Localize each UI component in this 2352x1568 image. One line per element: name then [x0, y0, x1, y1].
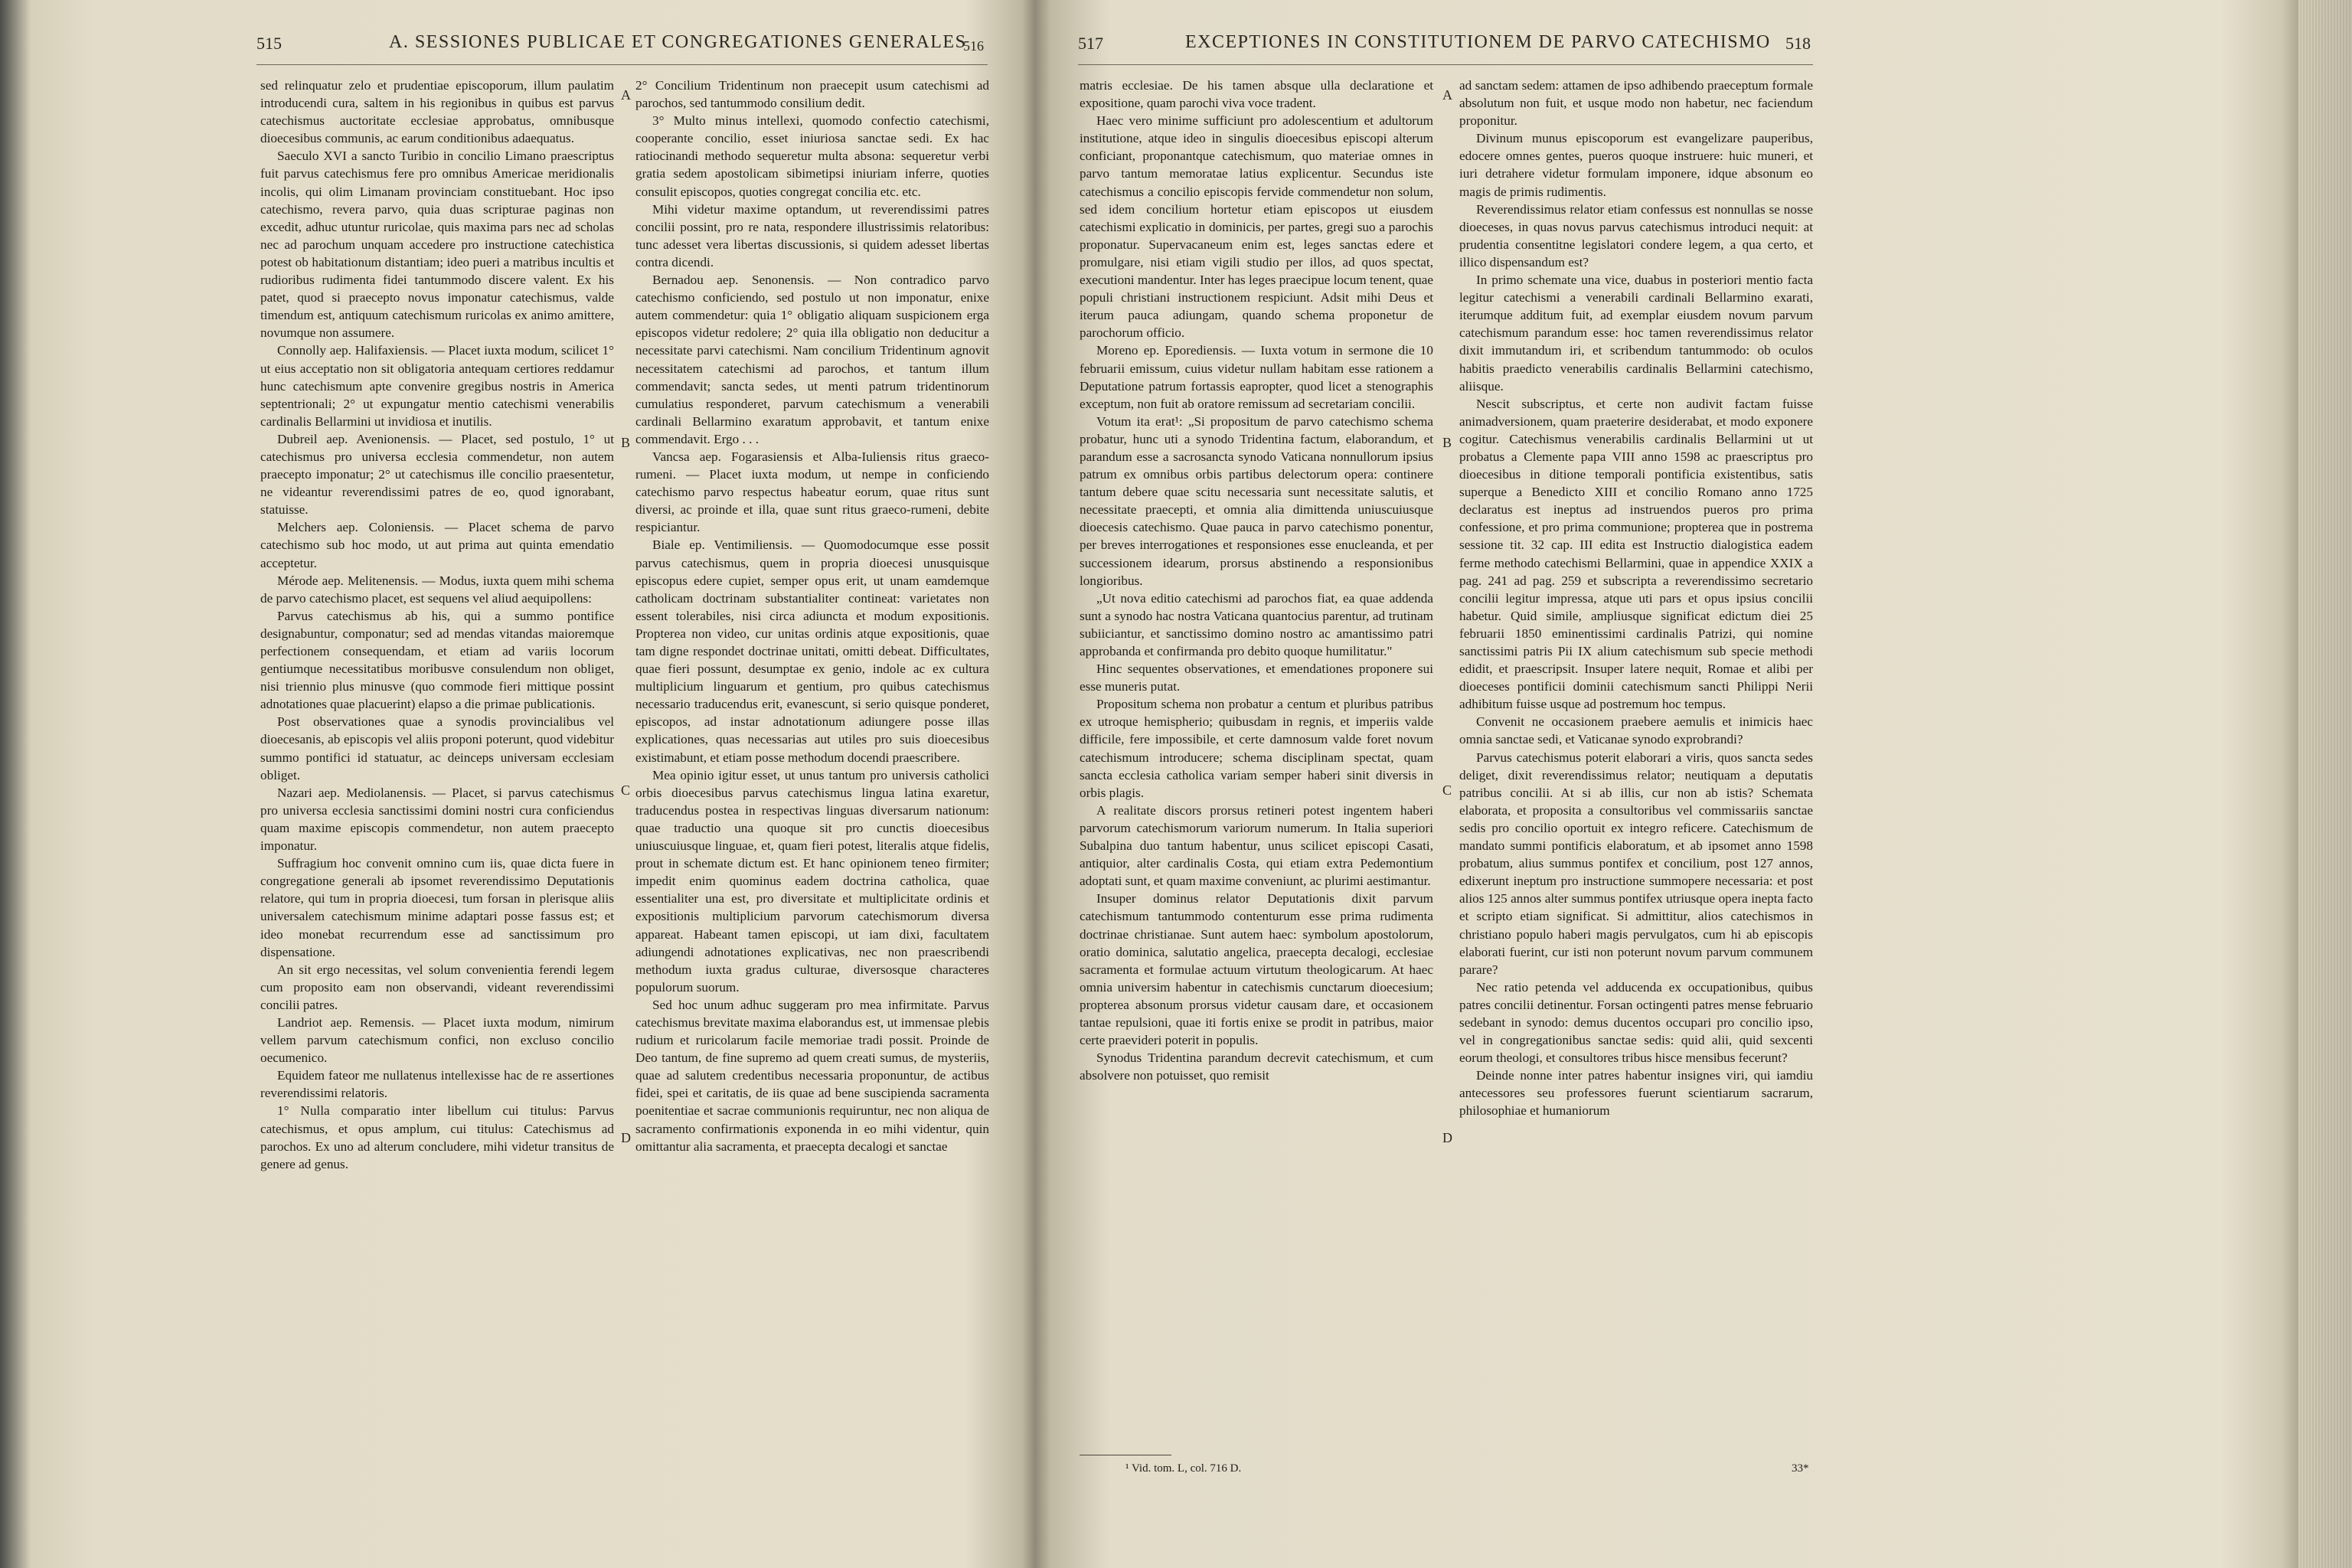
right-page-number: 517 [1078, 34, 1103, 53]
left-margin-letter-d: D [621, 1130, 631, 1145]
paragraph: Saeculo XVI a sancto Turibio in concilio Limano praescriptus fuit parvus catechismus fere pro omnibus Americae meridionalis incolis, qui olim Limanam provinciam constituebant. Hoc ipso catechismo, revera parvo, quia duas scripturae paginas non excedit, adhuc utuntur ruricolae, quis maxima pars nec ad scholas nec ad parochum unquam accedere pro instructione catechistica potest ob habitationum distantiam; ideo pueri a matribus incultis et rudioribus rudimenta fidei tantummodo discere valent. Ex his patet, quod si praecepto novus imponatur catechismus, valde timendum est, antiquum catechismum ruricolas ex animo amittere, novumque non assumere. [260, 149, 614, 341]
paragraph: Haec vero minime sufficiunt pro adolescentium et adultorum institutione, atque ideo in singulis dioecesibus episcopi alterum conficiant, proponantque catechismum, quo materiae omnes in parvo tantum memoratae latius explicentur. Secundus iste catechismus a concilio episcopis fervide commendetur non solum, sed idem concilium hortetur etiam episcopos ut eiusdem catechismi explicatio in dominicis, per partes, gregi suo a parochis proponatur. Supervacaneum enim est, leges sanctas edere et promulgare, nisi etiam vigili studio per illos, ad quos spectat, executioni mandentur. Inter has leges praecipue locum tenent, quae populi christiani instructionem respiciunt. Adsit mihi Deus et iterum pauca adiungam, quando schema proponetur de parochorum officio. [1080, 113, 1433, 341]
paragraph: Divinum munus episcoporum est evangelizare pauperibus, edocere omnes gentes, pueros quoque instruere: huic muneri, et iuri detrahere videtur formulam imponere, idque absonum eo magis de primis rudimentis. [1459, 131, 1813, 199]
paragraph: Moreno ep. Eporediensis. — Iuxta votum in sermone die 10 februarii emissum, cuius videtur nullam habitam esse rationem a Deputatione patrum fortassis eapropter, quod licet a stenographis exceptum, non fuit ab oratore remissum ad secretariam concilii. [1080, 343, 1433, 411]
right-margin-letter-a: A [1442, 87, 1452, 103]
paragraph: Sed hoc unum adhuc suggeram pro mea infirmitate. Parvus catechismus brevitate maxima elaborandus est, ut immensae plebis rudium et ruricolarum facile memoriae tradi possit. Proinde de Deo tantum, de fine supremo ad quem creati sumus, de mysteriis, quae ad salutem credentibus necessaria proponuntur, de actibus fidei, spei et caritatis, de iis quae ad bene suscipienda sacramenta poenitentiae et sacrae communionis requiruntur, nec non aliqua de sacramento confirmationis exponenda in eo mihi videntur, quin omittantur alia sacramenta, et praecepta decalogi et sanctae [635, 997, 989, 1154]
paragraph: Landriot aep. Remensis. — Placet iuxta modum, nimirum vellem parvum catechismum confici, non excluso concilio oecumenico. [260, 1014, 614, 1066]
paragraph: matris ecclesiae. De his tamen absque ulla declaratione et expositione, quam parochi viva voce tradent. [1080, 78, 1433, 111]
paragraph: A realitate discors prorsus retineri potest ingentem haberi parvorum catechismorum variorum numerum. In Italia superiori Subalpina duo tantum habentur, unus scilicet episcopi Casati, antiquior, alter cardinalis Costa, qui etiam extra Pedemontium adoptati sunt, et quam maxime conveniunt, ac plurimi aestimantur. [1080, 802, 1433, 889]
paragraph: Votum ita erat¹: „Si propositum de parvo catechismo schema probatur, hunc uti a synodo Tridentina factum, elaborandum, et parandum esse a sacrosancta synodo Vaticana nonnullorum ipsius patrum ex omnibus orbis partibus delectorum opera: continere tantum debere quae scitu necessaria sunt necessitate salutis, et necessitate praecepti, et omnia alia dimittenda uniuscuiusque dioecesis catechismo. Quae pauca in parvo catechismo ponentur, per breves interrogationes et responsiones esse enucleanda, et per successionem idearum, prorsus abstinendo a responsionibus longioribus. [1080, 413, 1433, 588]
right-margin-letter-c: C [1442, 782, 1452, 798]
left-column-1 [260, 77, 614, 1173]
paragraph: Synodus Tridentina parandum decrevit catechismum, et cum absolvere non potuisset, quo remisit [1080, 1050, 1433, 1083]
paragraph: Vancsa aep. Fogarasiensis et Alba-Iuliensis ritus graeco-rumeni. — Placet iuxta modum, ut nempe in conficiendo catechismo parvo respectus habeatur eorum, quae ritus sunt diversi, ac proinde et illa, quae sunt ritus graeco-rumeni, debite respiciantur. [635, 449, 989, 535]
paragraph: Mea opinio igitur esset, ut unus tantum pro universis catholici orbis dioecesibus parvus catechismus lingua latina exaretur, traducendus postea in respectivas linguas diversarum nationum: quae traductio una quoque sit pro cunctis dioecesibus uniuscuiusque linguae, et, quam fieri potest, literalis atque fidelis, prout in schemate dictum est. Et hanc opinionem teneo firmiter; impedit enim quominus eadem doctrina catholica, quae essentialiter una est, pro diversitate et multiplicitate ordinis et expositionis multiplicium parvorum catechismorum diversa appareat. Habeant tamen episcopi, ut iam dixi, facultatem adiungendi adnotationes explicativas, nec non praescribendi methodum iuxta gradus culturae, diversosque characteres populorum suorum. [635, 767, 989, 995]
left-page-number: 515 [256, 34, 282, 53]
paragraph: 3° Multo minus intellexi, quomodo confectio catechismi, cooperante concilio, esset iniuriosa sanctae sedi. Ex hac ratiocinandi methodo sequeretur multa absona: sequeretur verbi gratia sedem apostolicam sibimetipsi iniuriam inferre, quoties consulit episcopos, quoties congregat concilia etc. etc. [635, 113, 989, 199]
paragraph: Post observationes quae a synodis provincialibus vel dioecesanis, ab episcopis vel aliis proponi poterunt, quod videbitur summo pontifici id statuatur, ac deinceps universam ecclesiam obliget. [260, 714, 614, 782]
left-header-rule [256, 64, 988, 65]
left-page-number-bleed: 516 [963, 38, 984, 54]
right-page-number-outer: 518 [1785, 34, 1811, 53]
paragraph: 2° Concilium Tridentinum non praecepit usum catechismi ad parochos, sed tantummodo consilium dedit. [635, 78, 989, 111]
right-header-rule [1078, 64, 1813, 65]
paragraph: Nescit subscriptus, et certe non audivit factam fuisse animadversionem, quam praeterire desiderabat, et modo exponere cogitur. Catechismus venerabilis cardinalis Bellarmini ut ut probatus a Clemente papa VIII anno 1598 ac praescriptus pro dioecesibus in ditione temporali pontificia existentibus, satis superque a Benedicto XIII et concilio Romano anno 1725 declaratus est ineptus ad instruendos pueros pro prima confessione, et pro prima communione; propterea que in postrema sessione tit. 32 cap. III edita est Instructio dialogistica eadem ferme methodo catechismi Bellarmini, quae in appendice XXIX a pag. 241 ad pag. 259 et subscripta a reverendissimo secretario concilii legitur impressa, atque uti pars et opus ipsius concilii habetur. Quid simile, ampliusque significat edictum diei 25 februarii 1850 eminentissimi cardinalis Patrizi, qui nomine sanctissimi patris Pii IX alium catechismum sub specie methodi edidit, et praescripsit. Insuper latere nequit, Romae et alibi per dioeceses pontificii dominii catechismum sancti Philippi Nerii adhibitum fuisse usque ad postremum hoc tempus. [1459, 396, 1813, 712]
paragraph: Hinc sequentes observationes, et emendationes proponere sui esse muneris putat. [1080, 662, 1433, 694]
paragraph: Suffragium hoc convenit omnino cum iis, quae dicta fuere in congregatione generali ab ipsomet reverendissimo Deputationis relatore, qui tum in propria dioecesi, tum forsan in plerisque aliis universalem catechismum minime adaptari posse fassus est; et ideo monebat recurrendum esse ad sanctissimum pro dispensatione. [260, 856, 614, 959]
paragraph: Nazari aep. Mediolanensis. — Placet, si parvus catechismus pro universa ecclesia sanctissimi domini nostri cura conficiendus quam maxime episcopis commendetur, non autem praecepto imponatur. [260, 785, 614, 854]
paragraph: 1° Nulla comparatio inter libellum cui titulus: Parvus catechismus, et opus amplum, cui titulus: Catechismus ad parochos. Ex uno ad alterum concludere, mihi videtur transitus de genere ad genus. [260, 1103, 614, 1171]
paragraph: sed relinquatur zelo et prudentiae episcoporum, illum paulatim introducendi cura, saltem in his regionibus in quibus est parvus catechismus auctoritate ecclesiae approbatus, omnibusque dioecesibus communis, ac earum conditionibus adaequatus. [260, 78, 614, 146]
left-running-header: A. SESSIONES PUBLICAE ET CONGREGATIONES GENERALES [389, 32, 967, 52]
right-column-2 [1459, 77, 1813, 1120]
paragraph: Mérode aep. Melitenensis. — Modus, iuxta quem mihi schema de parvo catechismo placet, est sequens vel aliud aequipollens: [260, 573, 614, 606]
left-margin-letter-b: B [621, 435, 631, 450]
paragraph: ad sanctam sedem: attamen de ipso adhibendo praeceptum formale absolutum non fuit, et usque modo non habetur, nec faciendum proponitur. [1459, 78, 1813, 129]
paragraph: Parvus catechismus ab his, qui a summo pontifice designabuntur, componatur; sed ad mendas vitandas maioremque perfectionem consequendam, et etiam ad variis locorum gentiumque necessitatibus moribusve consulendum non obliget, nisi triennio plus minusve (quo commode fieri mittique possint adnotationes quae placuerint) elapso a die primae publicationis. [260, 608, 614, 712]
right-margin-letter-d: D [1442, 1130, 1452, 1145]
paragraph: Connolly aep. Halifaxiensis. — Placet iuxta modum, scilicet 1° ut eius acceptatio non sit obligatoria antequam certiores reddamur hunc catechismum apte convenire gregibus nostris in America septentrionali; 2° ut expungatur mentio catechismi venerabilis cardinalis Bellarmini ut invidiosa et inutilis. [260, 343, 614, 429]
paragraph: Propositum schema non probatur a centum et pluribus patribus ex utroque hemispherio; quibusdam in regnis, et imperiis valde difficile, fere impossibile, et certe damnosum valde foret novum catechismum introducere; schema disciplinam spectat, quam sancta ecclesia catholica variam semper haberi sinit diversis in orbis plagis. [1080, 697, 1433, 800]
footnote: ¹ Vid. tom. L, col. 716 D. [1125, 1462, 1242, 1475]
paragraph: Dubreil aep. Avenionensis. — Placet, sed postulo, 1° ut catechismus pro universa ecclesia commendetur, non autem praecepto imponatur; 2° ut catechismus ille concilio praesentetur, ne videantur reverendissimi patres de eo, quod ignorabant, statuisse. [260, 431, 614, 518]
paragraph: Reverendissimus relator etiam confessus est nonnullas se nosse dioeceses, in quas novus parvus catechismus introduci nequit: at prudentia consentitne legislatori condere legem, a qua certo, et illico dispensandum est? [1459, 201, 1813, 270]
left-margin-letter-c: C [621, 782, 631, 798]
paragraph: Convenit ne occasionem praebere aemulis et inimicis haec omnia sanctae sedi, et Vaticanae synodo exprobrandi? [1459, 714, 1813, 747]
paragraph: Bernadou aep. Senonensis. — Non contradico parvo catechismo conficiendo, sed postulo ut non imponatur, enixe autem commendetur: quia 1° obligatio aliquam suspicionem erga episcopos videtur redolere; 2° quia illa obligatio non deducitur a necessitate parvi catechismi. Nam concilium Tridentinum agnovit necessitatem catechismi ad parochos, et tantum illum commendavit; sancta sedes, ut menti patrum tridentinorum cumulatius responderet, parvum catechismum a venerabili cardinali Bellarmino exaratum approbavit, et tantum enixe commendavit. Ergo . . . [635, 273, 989, 446]
right-running-header: EXCEPTIONES IN CONSTITUTIONEM DE PARVO CATECHISMO [1185, 32, 1771, 52]
paragraph: Equidem fateor me nullatenus intellexisse hac de re assertiones reverendissimi relatoris. [260, 1068, 614, 1101]
paragraph: Melchers aep. Coloniensis. — Placet schema de parvo catechismo sub hoc modo, ut aut prima aut quinta emendatio acceptetur. [260, 520, 614, 570]
paragraph: Deinde nonne inter patres habentur insignes viri, qui iamdiu antecessores seu professores fuerunt scientiarum sacrarum, philosophiae et humaniorum [1459, 1068, 1813, 1119]
page-edges [2298, 0, 2352, 1568]
left-column-2 [635, 77, 989, 1155]
right-margin-letter-b: B [1442, 435, 1452, 450]
signature-mark: 33* [1792, 1462, 1809, 1475]
paragraph: An sit ergo necessitas, vel solum convenientia ferendi legem cum proposito eam non observandi, videant reverendissimi concilii patres. [260, 962, 614, 1012]
paragraph: Nec ratio petenda vel adducenda ex occupationibus, quibus patres concilii detinentur. Forsan octingenti patres mense februario sedebant in synodo: demus ducentos occupari pro concilio ipso, vel in congregationibus sanctae sedis: quid alii, quid sexcenti eorum theologi, et consultores tribus hisce mensibus fecerunt? [1459, 979, 1813, 1066]
paragraph: Parvus catechismus poterit elaborari a viris, quos sancta sedes deliget, dixit reverendissimus relator; neutiquam a deputatis patribus concilii. At si ab illis, cur non ab istis? Schemata elaborata, et proposita a consultoribus vel commissariis sanctae sedis pro concilio oportuit ex integro reficere. Catechismum de mandato summi pontificis elaboratum, et ab ipsomet anno 1598 probatum, alius summus pontifex et concilium, post 127 annos, edixerunt ineptum pro instructione summopere necessaria: et post alios 125 annos alter summus pontifex utriusque opera inepta facto et scripto etiam significat. Si admittitur, alios catechismos in christiano populo haberi magis pervulgatos, cum hi ab episcopis elaborati fuerint, cur isti non poterunt novum parvum communem parare? [1459, 750, 1813, 977]
paragraph: Mihi videtur maxime optandum, ut reverendissimi patres concilii possint, pro re nata, respondere illustrissimis relatoribus: tunc adesset vera libertas discussionis, si quidem adesset libertas contra dicendi. [635, 201, 989, 270]
paragraph: Biale ep. Ventimiliensis. — Quomodocumque esse possit parvus catechismus, quem in propria dioecesi unusquisque episcopus edere cupiet, semper opus erit, ut unam eamdemque catholicam doctrinam substantialiter contineat: varietates non essent tolerabiles, nisi circa adiuncta et modum expositionis. Propterea non video, cur unitas ordinis atque expositionis, quae tam digne respondet doctrinae unitati, omitti debeat. Difficultates, quae fieri possunt, desumptae ex genio, indole ac ex cultura multiplicium linguarum et gentium, pro quibus catechismus necessario traducendus erit, evanescunt, si serio quisque ponderet, episcopos, ad instar adnotationum adiungere posse illas explicationes, quas necessarias aut utiles pro suis dioecesibus existimabunt, et etiam posse methodum docendi praescribere. [635, 537, 989, 765]
paragraph: „Ut nova editio catechismi ad parochos fiat, ea quae addenda sunt a synodo hac nostra Vaticana quantocius parentur, ad trutinam subiiciantur, et sanctissimo domino nostro ac amantissimo patri approbanda et confirmanda pro debito quoque humilitatur." [1080, 590, 1433, 658]
left-margin-letter-a: A [621, 87, 631, 103]
right-column-1 [1080, 77, 1433, 1084]
paragraph: Insuper dominus relator Deputationis dixit parvum catechismum tantummodo contenturum esse prima rudimenta doctrinae christianae. Sunt autem haec: symbolum apostolorum, oratio dominica, salutatio angelica, praecepta decalogi, ecclesiae sacramenta et formulae actuum virtutum theologicarum. At haec omnia universim habentur in catechismis cunctarum dioecesium; propterea absonum prorsus videtur causam dare, et occasionem tantae repulsioni, quae iti fortis enixe se prodit in patribus, maior certe praevideri poterit in populis. [1080, 891, 1433, 1048]
paragraph: In primo schemate una vice, duabus in posteriori mentio facta legitur catechismi a venerabili cardinali Bellarmino exarati, iterumque additum fuit, ad exemplar eiusdem novum parvum catechismum parandum esse: hoc tamen reverendissimus relator dixit immutandum iri, et scribendum tantummodo: ob oculos habitis praedicto venerabilis cardinalis Bellarmini catechismo, aliisque. [1459, 273, 1813, 394]
